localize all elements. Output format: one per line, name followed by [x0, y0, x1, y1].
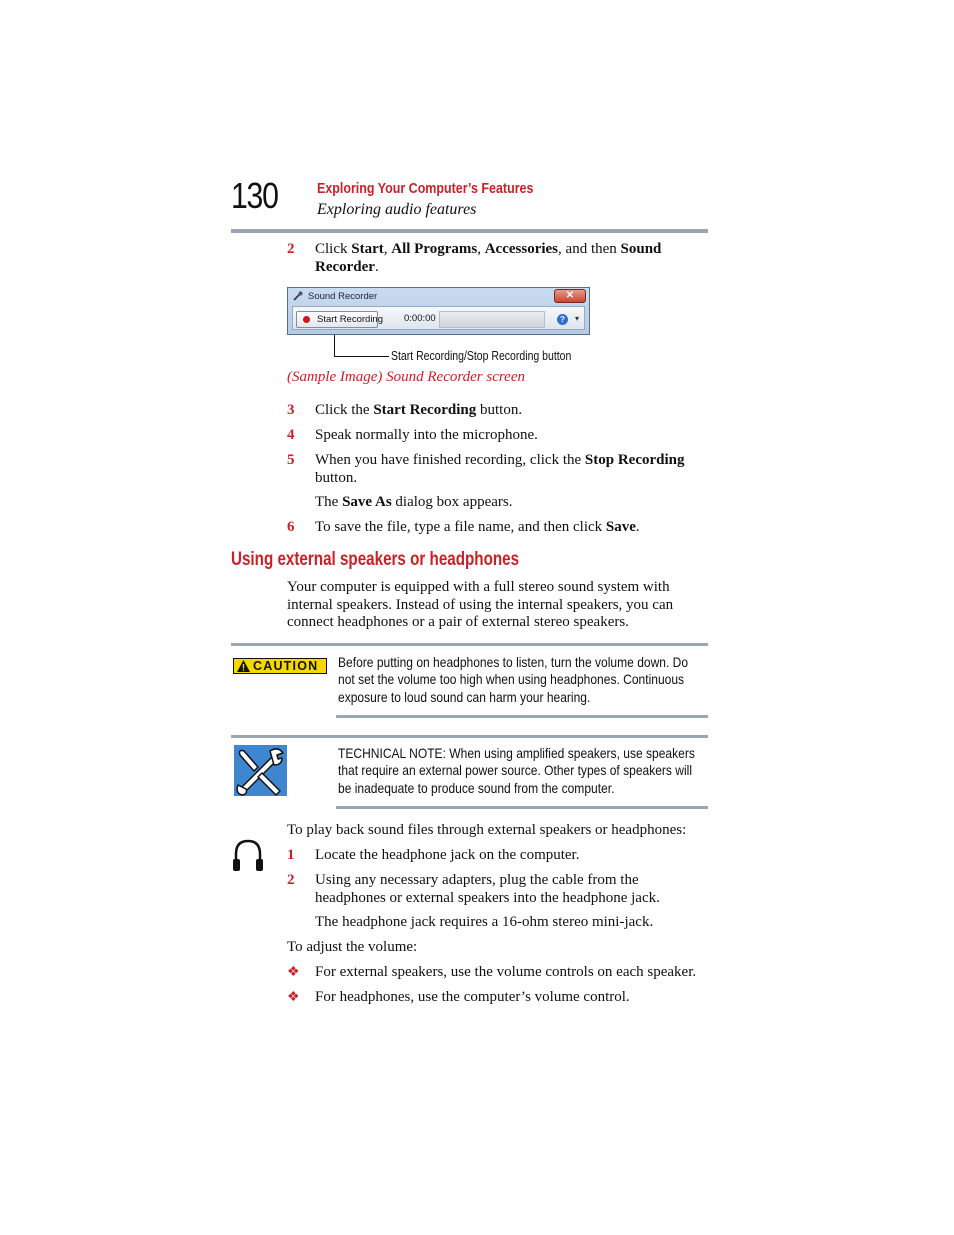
window-title: Sound Recorder [308, 291, 378, 302]
step-text: When you have finished recording, click the Stop Recording button. [315, 452, 685, 486]
step-text: Locate the headphone jack on the computer. [315, 847, 580, 863]
step-number: 3 [287, 402, 295, 418]
caution-top-rule [231, 643, 708, 646]
playback-step-2-note: The headphone jack requires a 16-ohm stereo mini-jack. [315, 914, 654, 930]
page-number: 130 [231, 175, 278, 216]
caution-label: CAUTION [253, 659, 319, 673]
start-recording-button[interactable] [296, 311, 384, 328]
step-number: 2 [287, 872, 295, 888]
step-text: Click the Start Recording button. [315, 402, 523, 418]
caution-badge [233, 658, 327, 674]
playback-intro: To play back sound files through external speakers or headphones: [287, 822, 687, 838]
bullet-text: For external speakers, use the volume controls on each speaker. [315, 964, 697, 980]
volume-intro: To adjust the volume: [287, 939, 418, 955]
callout-line [334, 335, 335, 357]
caution-bottom-rule [336, 715, 708, 718]
step-number: 1 [287, 847, 295, 863]
technical-note-text: TECHNICAL NOTE: When using amplified speakers, use speakers that require an external power source. Other types of speakers will be inadequate to produce sound from the computer. [338, 745, 695, 796]
bullet-icon: ❖ [287, 990, 300, 1005]
note-bottom-rule [336, 806, 708, 809]
step-text: Click Start, All Programs, Accessories, and then Sound Recorder. [315, 241, 662, 275]
headphones-icon [232, 838, 264, 872]
level-meter [439, 311, 545, 328]
step-number: 6 [287, 519, 295, 535]
bullet-icon: ❖ [287, 965, 300, 980]
recorder-toolbar [292, 306, 585, 330]
section-heading: Using external speakers or headphones [231, 549, 520, 570]
microphone-icon [293, 291, 303, 301]
step-number: 4 [287, 427, 295, 443]
step-5-note: The Save As dialog box appears. [315, 494, 513, 510]
chapter-title: Exploring Your Computer’s Features [317, 181, 534, 197]
section-title: Exploring audio features [317, 201, 477, 218]
close-button[interactable]: ✕ [554, 289, 586, 303]
sound-recorder-window [287, 287, 590, 335]
step-text: To save the file, type a file name, and then click Save. [315, 519, 640, 535]
recording-timer: 0:00:00 [404, 313, 436, 324]
callout-label: Start Recording/Stop Recording button [391, 349, 572, 363]
step-text: Using any necessary adapters, plug the cable from the headphones or external speakers into the headphone jack. [315, 872, 660, 906]
bullet-text: For headphones, use the computer’s volume control. [315, 989, 630, 1005]
header-rule [231, 229, 708, 233]
step-text: Speak normally into the microphone. [315, 427, 538, 443]
section-intro: Your computer is equipped with a full stereo sound system with internal speakers. Instead of using the internal speakers, you can connect headphones or a pair of external stereo speakers. [287, 579, 674, 630]
callout-line [334, 356, 389, 357]
step-number: 2 [287, 241, 295, 257]
chevron-down-icon[interactable]: ▾ [575, 314, 580, 323]
start-recording-label: Start Recording [317, 314, 384, 325]
help-icon[interactable]: ? [557, 314, 568, 325]
step-number: 5 [287, 452, 295, 468]
warning-icon [237, 660, 250, 672]
caution-text: Before putting on headphones to listen, turn the volume down. Do not set the volume too high when using headphones. Continuous exposure to loud sound can harm your hearing. [338, 654, 689, 705]
figure-caption: (Sample Image) Sound Recorder screen [287, 369, 525, 385]
note-top-rule [231, 735, 708, 738]
record-icon [303, 316, 310, 323]
wrench-icon [234, 745, 287, 796]
